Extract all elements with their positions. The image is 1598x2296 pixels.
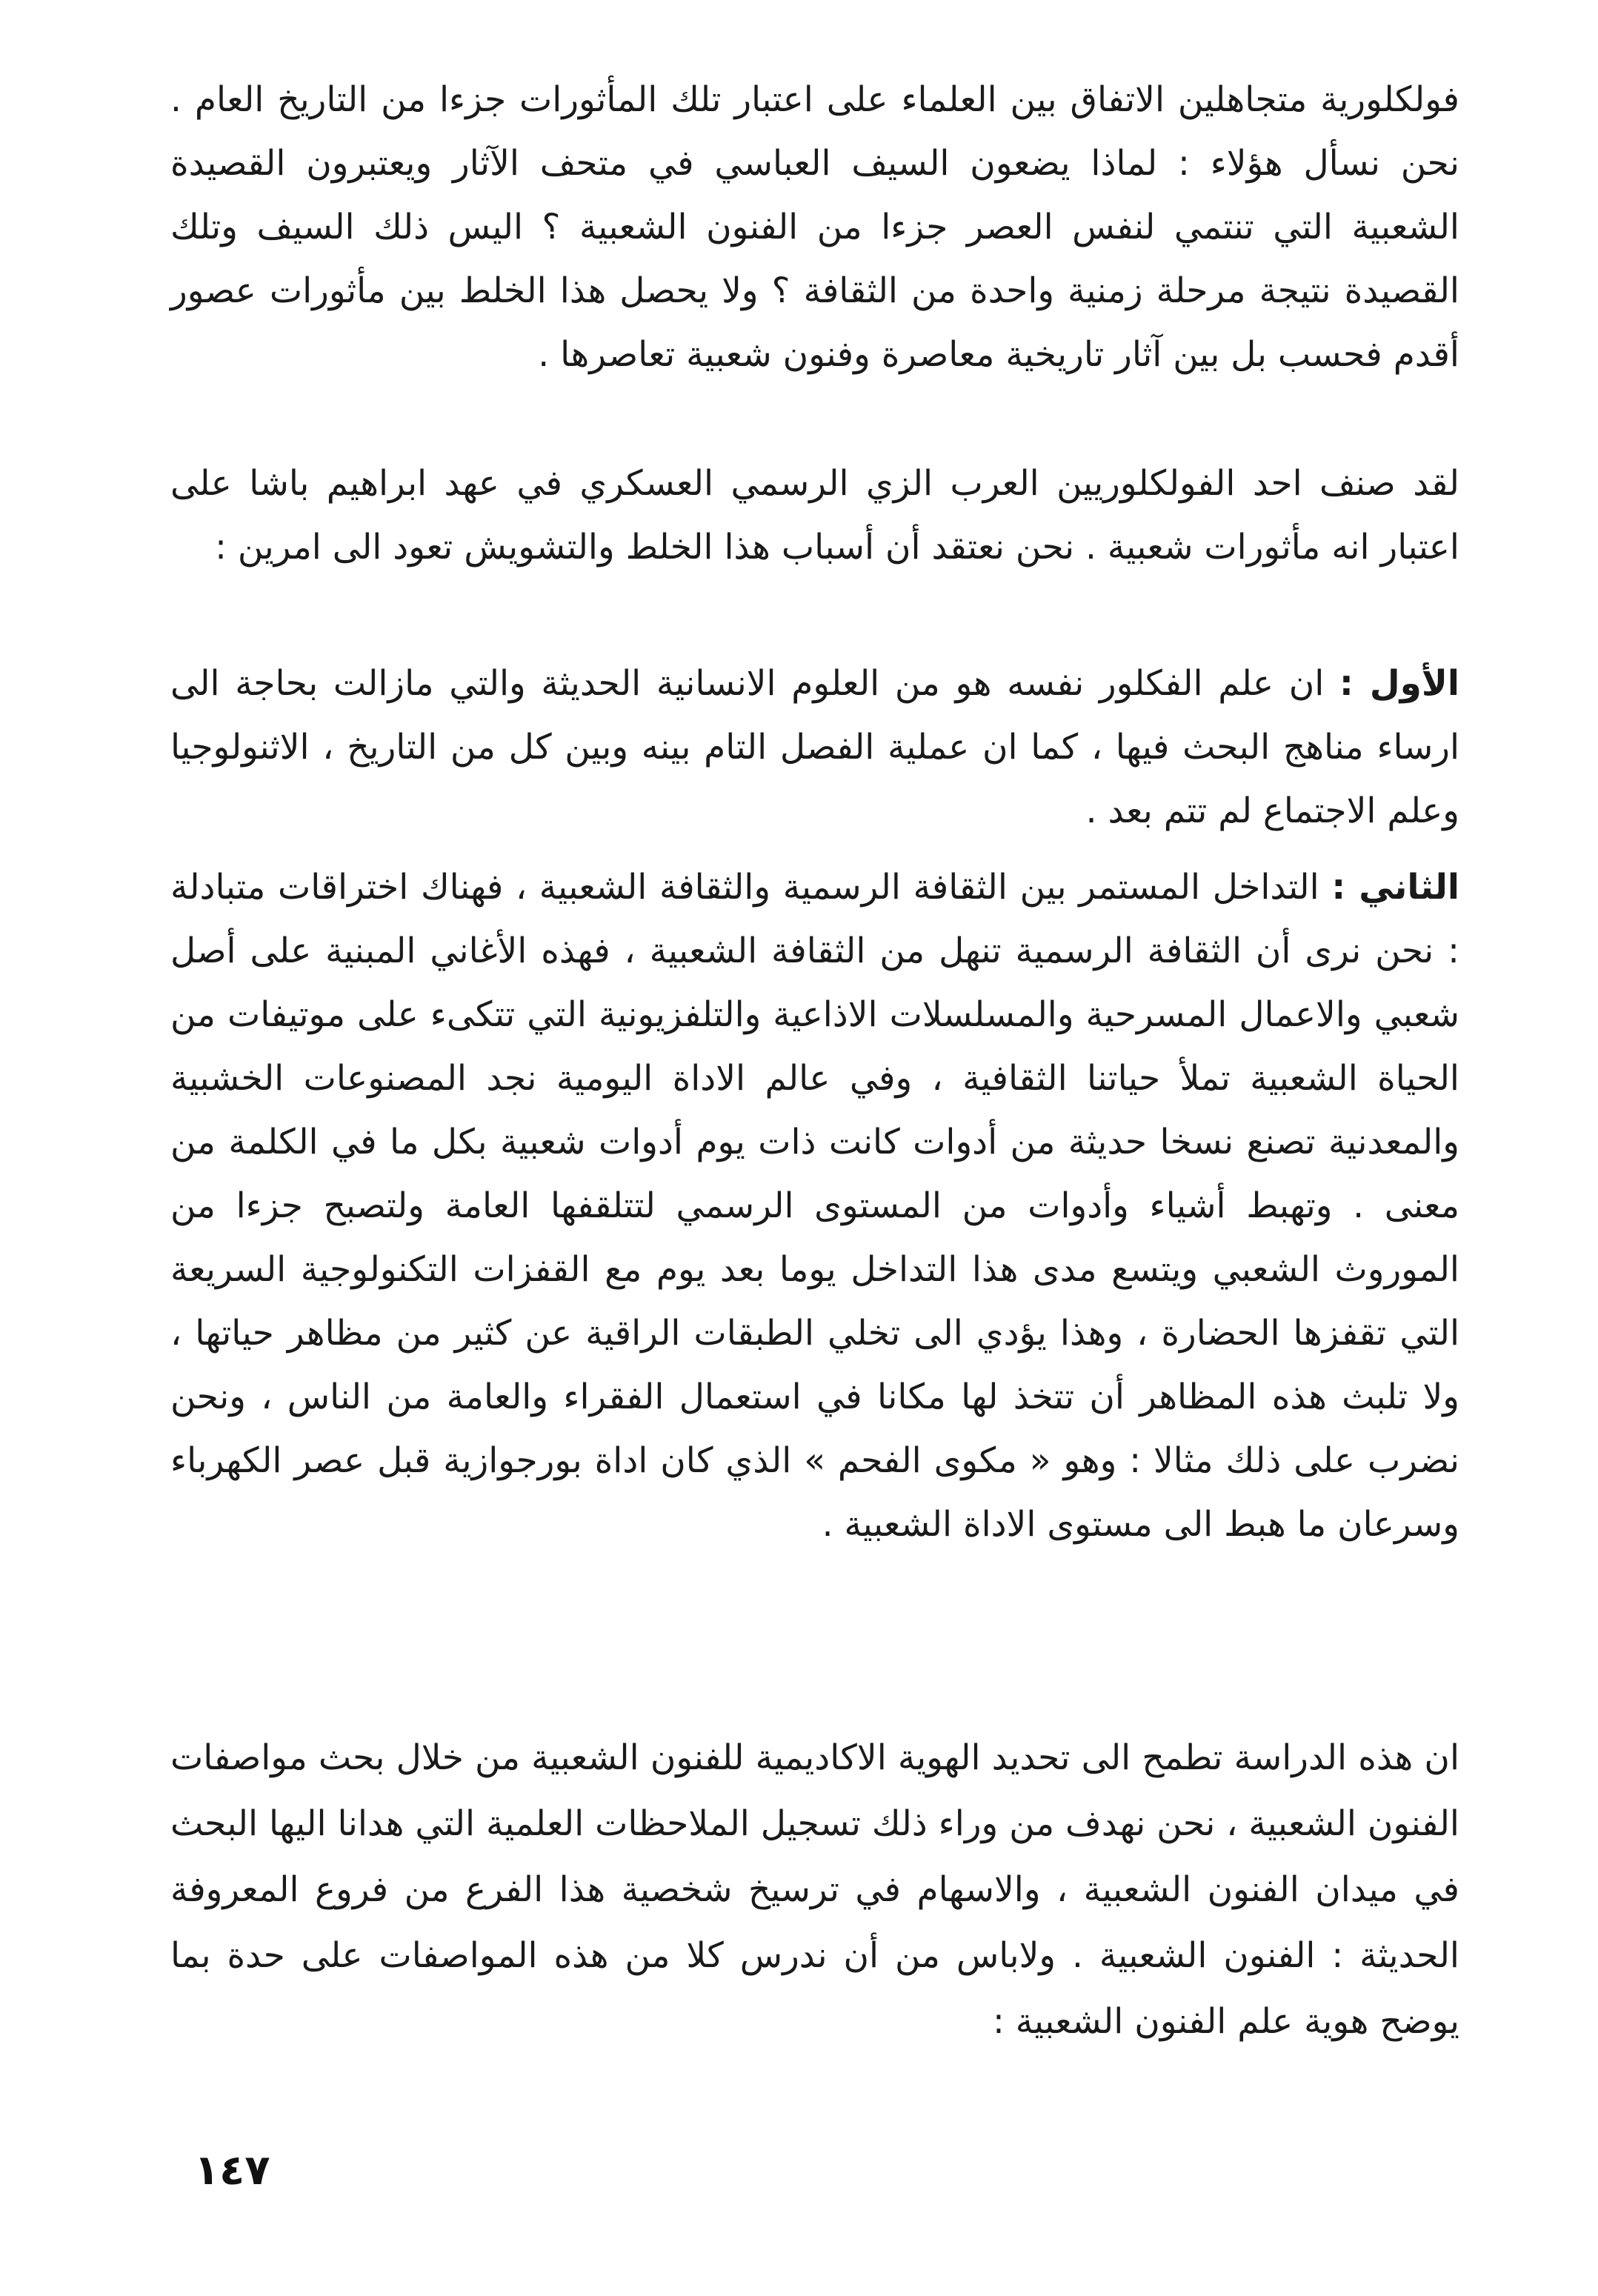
paragraph-body — [170, 856, 1459, 1557]
page-number: ١٤٧ — [194, 2146, 270, 2194]
paragraph-second-reason — [170, 856, 1459, 1557]
paragraph-study-aim — [170, 1725, 1459, 2054]
paragraph-body — [170, 652, 1459, 843]
first-reason-term: الأول : — [1339, 663, 1459, 704]
paragraph-text: فولكلورية متجاهلين الاتفاق بين العلماء على اعتبار تلك المأثورات جزءا من التاريخ العام . نحن نسأل هؤلاء : لماذا يضعون السيف العباسي في متحف الآثار ويعتبرون القصيدة الشعبية التي تنتمي لنفس العصر جزءا من الفنون الشعبية ؟ اليس ذلك السيف وتلك القصيدة نتيجة مرحلة زمنية واحدة من الثقافة ؟ ولا يحصل هذا الخلط بين مأثورات عصور أقدم فحسب بل بين آثار تاريخية معاصرة وفنون شعبية تعاصرها . — [170, 79, 1459, 375]
paragraph-text: التداخل المستمر بين الثقافة الرسمية والثقافة الشعبية ، فهناك اختراقات متبادلة : نحن نرى أن الثقافة الرسمية تنهل من الثقافة الشعبية ، فهذه الأغاني المبنية على أصل شعبي والاعمال المسرحية والمسلسلات الاذاعية والتلفزيونية التي تتكىء على موتيفات من الحياة الشعبية تملأ حياتنا الثقافية ، وفي عالم الاداة اليومية نجد المصنوعات الخشبية والمعدنية تصنع نسخا حديثة من أدوات كانت ذات يوم أدوات شعبية بكل ما في الكلمة من معنى . وتهبط أشياء وأدوات من المستوى الرسمي لتتلقفها العامة ولتصبح جزءا من الموروث الشعبي ويتسع مدى هذا التداخل يوما بعد يوم مع القفزات التكنولوجية السريعة التي تقفزها الحضارة ، وهذا يؤدي الى تخلي الطبقات الراقية عن كثير من مظاهر حياتها ، ولا تلبث هذه المظاهر أن تتخذ لها مكانا في استعمال الفقراء والعامة من الناس ، ونحن نضرب على ذلك مثالا : وهو « مكوى الفحم » الذي كان اداة بورجوازية قبل عصر الكهرباء وسرعان ما هبط الى مستوى الاداة الشعبية . — [170, 867, 1459, 1545]
paragraph-folklore-confusion — [170, 68, 1459, 387]
second-reason-term: الثاني : — [1331, 867, 1459, 908]
paragraph-text: لقد صنف احد الفولكلوريين العرب الزي الرسمي العسكري في عهد ابراهيم باشا على اعتبار انه مأثورات شعبية . نحن نعتقد أن أسباب هذا الخلط والتشويش تعود الى امرين : — [170, 463, 1459, 568]
paragraph-text: ان هذه الدراسة تطمح الى تحديد الهوية الاكاديمية للفنون الشعبية من خلال بحث مواصفات الفنون الشعبية ، نحن نهدف من وراء ذلك تسجيل الملاحظات العلمية التي هدانا اليها البحث في ميدان الفنون الشعبية ، والاسهام في ترسيخ شخصية هذا الفرع من فروع المعروفة الحديثة : الفنون الشعبية . ولاباس من أن ندرس كلا من هذه المواصفات على حدة بما يوضح هوية علم الفنون الشعبية : — [170, 1737, 1459, 2042]
paragraph-first-reason — [170, 652, 1459, 843]
paragraph-text: ان علم الفكلور نفسه هو من العلوم الانسانية الحديثة والتي مازالت بحاجة الى ارساء مناهج البحث فيها ، كما ان عملية الفصل التام بينه وبين كل من التاريخ ، الاثنولوجيا وعلم الاجتماع لم تتم بعد . — [170, 663, 1459, 831]
paragraph-military-uniform — [170, 452, 1459, 579]
